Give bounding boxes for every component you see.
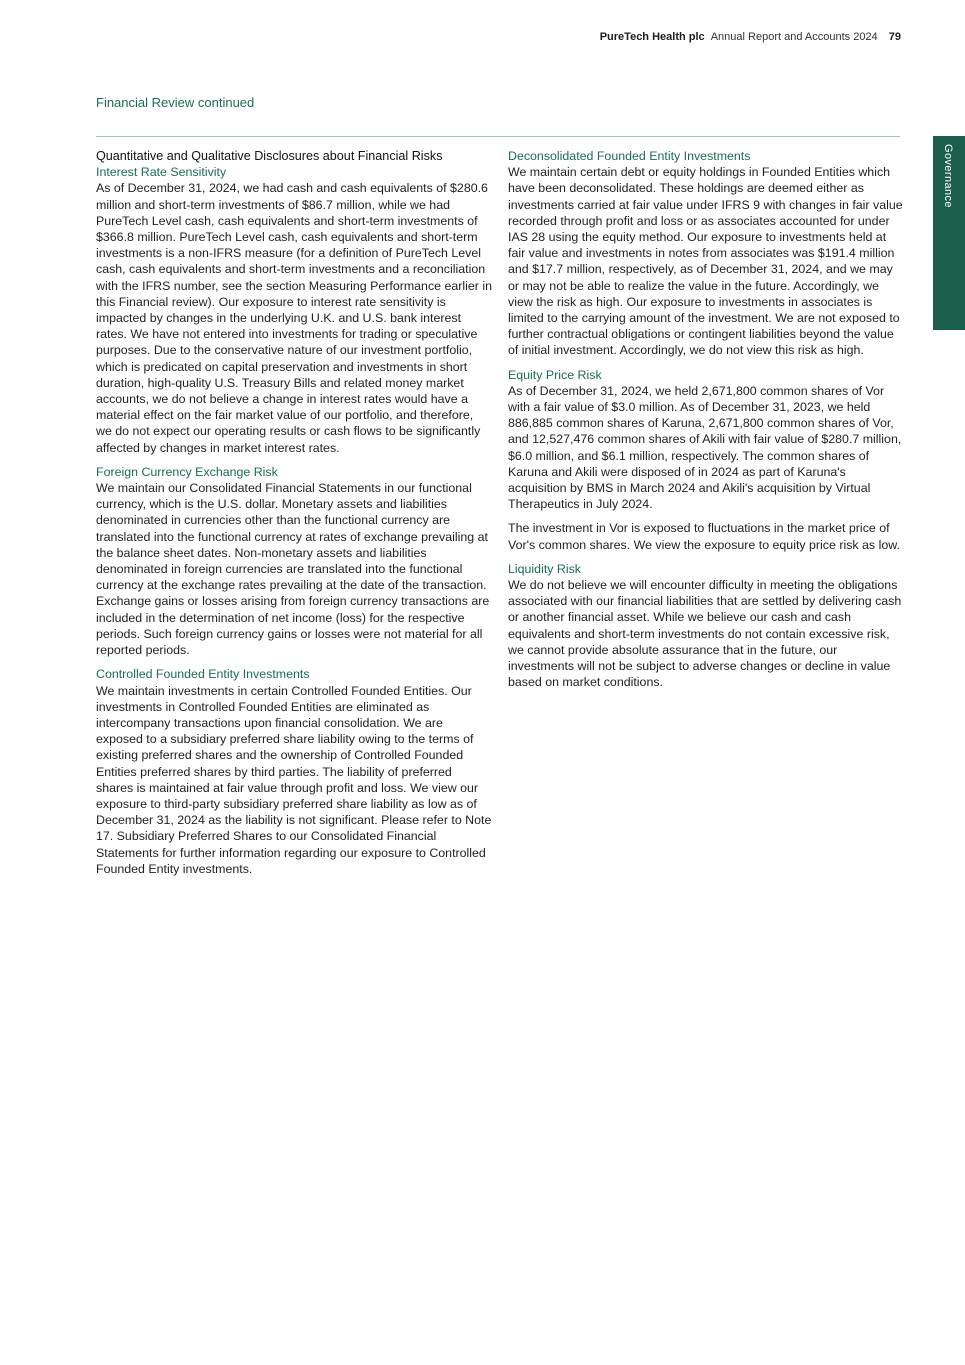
liquidity-heading: Liquidity Risk [508, 561, 581, 576]
controlled-founded-heading: Controlled Founded Entity Investments [96, 667, 310, 682]
equity-price-heading: Equity Price Risk [508, 367, 602, 382]
equity-price-body-2: The investment in Vor is exposed to fluctuations in the market price of Vor's common shares. We view the exposure to equity price risk as low. [508, 521, 900, 552]
liquidity-body: We do not believe we will encounter difficulty in meeting the obligations associated with our financial liabilities that are settled by delivering cash or another financial asset. While we believe our cash and cash equivalents and short-term investments do not contain excessive risk, we cannot provide absolute assurance that in the future, our investments will not be subject to adverse changes or decline in value based on market conditions. [508, 578, 902, 690]
side-tab-governance[interactable] [933, 136, 965, 330]
page-header [600, 30, 901, 44]
deconsolidated-heading: Deconsolidated Founded Entity Investments [508, 149, 751, 163]
interest-rate-heading: Interest Rate Sensitivity [96, 165, 227, 180]
header-divider [96, 136, 900, 137]
equity-price-body: As of December 31, 2024, we held 2,671,800 common shares of Vor with a fair value of $3.0 million. As of December 31, 2023, we held 886,885 common shares of Karuna, 2,671,800 common shares of Vor, and 12,527,476 common shares of Akili with fair value of $280.7 million, $6.0 million, and $6.1 million, respectively. The common shares of Karuna and Akili were disposed of in 2024 as part of Karuna's acquisition by BMS in March 2024 and Akili's acquisition by Virtual Therapeutics in July 2024. [508, 383, 902, 512]
interest-rate-body: As of December 31, 2024, we had cash and cash equivalents of $280.6 million and short-term investments of $86.7 million, while we had PureTech Level cash, cash equivalents and short-term investments of $366.8 million. PureTech Level cash, cash equivalents and short-term investments is a non-IFRS measure (for a definition of PureTech Level cash, cash equivalents and short-term investments and a reconciliation with the IFRS number, see the section Measuring Performance earlier in this Financial review). Our exposure to interest rate sensitivity is impacted by changes in the underlying U.K. and U.S. bank interest rates. We have not entered into investments for trading or speculative purposes. Due to the conservative nature of our investment portfolio, which is predicated on capital preservation and investments in short duration, high-quality U.S. Treasury Bills and related money market accounts, we do not believe a change in interest rates would have a material effect on the fair market value of our portfolio, and therefore, we do not expect our operating results or cash flows to be significantly affected by changes in market interest rates. [96, 181, 492, 455]
right-column [508, 148, 904, 699]
main-heading: Quantitative and Qualitative Disclosures about Financial Risks [96, 149, 443, 163]
foreign-currency-heading: Foreign Currency Exchange Risk [96, 464, 278, 479]
section-label: Financial Review continued [96, 95, 255, 110]
side-tab-label: Governance [942, 144, 954, 208]
left-column [96, 148, 492, 885]
deconsolidated-body: We maintain certain debt or equity holdings in Founded Entities which have been deconsolidated. These holdings are deemed either as investments carried at fair value under IFRS 9 with changes in fair value recorded through profit and loss or as associates accounted for under IAS 28 using the equity method. Our exposure to investments held at fair value and investments in notes from associates was $191.4 million and $17.7 million, respectively, as of December 31, 2024, and we may or may not be able to realize the value in the future. Accordingly, we view the risk as high. Our exposure to investments in associates is limited to the carrying amount of the investment. We are not exposed to further contractual obligations or contingent liabilities beyond the value of initial investment. Accordingly, we do not view this risk as high. [508, 165, 903, 358]
foreign-currency-body: We maintain our Consolidated Financial Statements in our functional currency, which is the U.S. dollar. Monetary assets and liabilities denominated in currencies other than the functional currency are translated into the functional currency at rates of exchange prevailing at the balance sheet dates. Non-monetary assets and liabilities denominated in foreign currencies are translated into the functional currency at the exchange rates prevailing at the date of the transaction. Exchange gains or losses arising from foreign currency transactions are included in the determination of net income (loss) for the respective periods. Such foreign currency gains or losses were not material for all reported periods. [96, 481, 490, 658]
controlled-founded-body: We maintain investments in certain Controlled Founded Entities. Our investments in Controlled Founded Entities are eliminated as intercompany transactions upon financial consolidation. We are exposed to a subsidiary preferred share liability owing to the terms of existing preferred shares and the ownership of Controlled Founded Entities preferred shares by third parties. The liability of preferred shares is maintained at fair value through profit and loss. We view our exposure to third-party subsidiary preferred share liability as low as of December 31, 2024 as the liability is not significant. Please refer to Note 17. Subsidiary Preferred Shares to our Consolidated Financial Statements for further information regarding our exposure to Controlled Founded Entity investments. [96, 683, 492, 876]
page-number: 79 [888, 31, 901, 43]
company-name: PureTech Health plc [599, 31, 705, 43]
report-title: Annual Report and Accounts 2024 [710, 31, 878, 43]
